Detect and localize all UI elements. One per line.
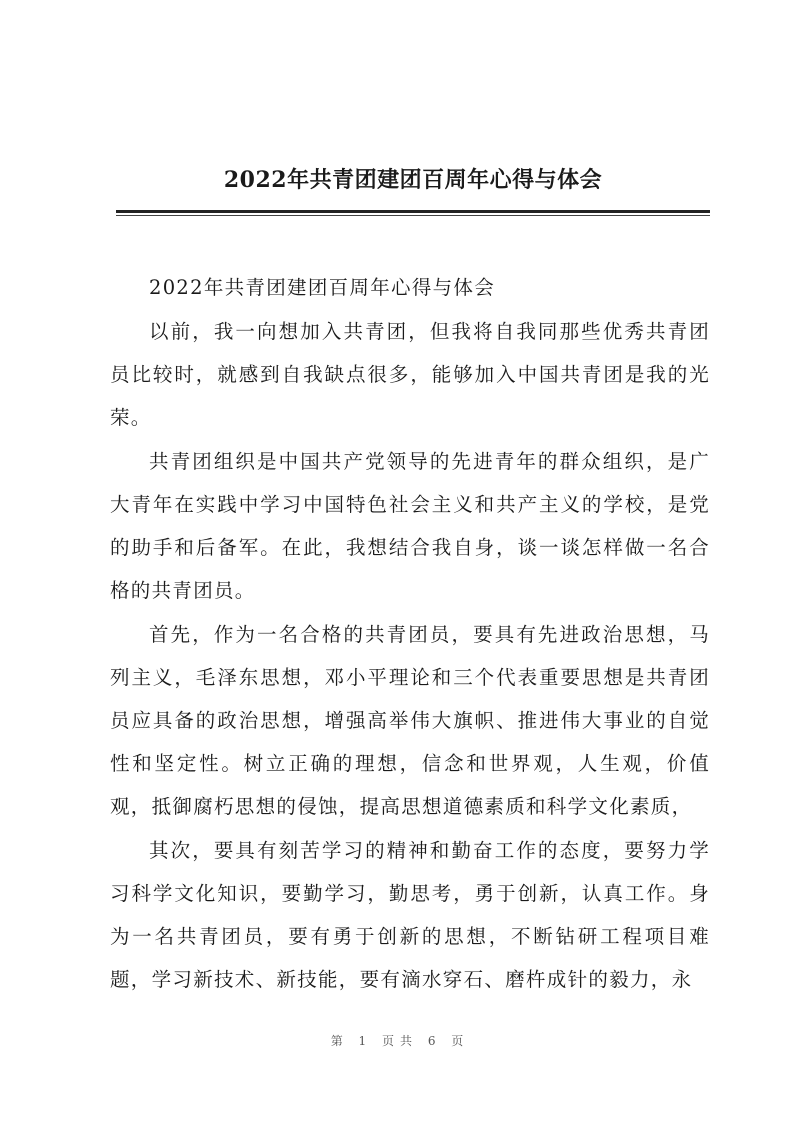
paragraph: 其次，要具有刻苦学习的精神和勤奋工作的态度，要努力学习科学文化知识，要勤学习，勤思考，勇于创新，认真工作。身为一名共青团员，要有勇于创新的思想，不断钻研工程项目难题，学习新技术、新技能，要有滴水穿石、磨杵成针的毅力，永 (110, 839, 710, 991)
paragraph: 以前，我一向想加入共青团，但我将自我同那些优秀共青团员比较时，就感到自我缺点很多，能够加入中国共青团是我的光荣。 (110, 320, 710, 429)
title-underline-thin (116, 215, 710, 216)
document-title: 2022年共青团建团百周年心得与体会 (223, 167, 603, 193)
page-number-footer: 第 1 页共 6 页 (330, 1034, 470, 1048)
document-body (110, 266, 710, 1001)
title-underline (116, 210, 710, 213)
paragraph: 共青团组织是中国共产党领导的先进青年的群众组织，是广大青年在实践中学习中国特色社会主义和共产主义的学校，是党的助手和后备军。在此，我想结合我自身，谈一谈怎样做一名合格的共青团员。 (110, 450, 710, 602)
paragraph-heading: 2022年共青团建团百周年心得与体会 (149, 276, 496, 299)
paragraph: 首先，作为一名合格的共青团员，要具有先进政治思想，马列主义，毛泽东思想，邓小平理论和三个代表重要思想是共青团员应具备的政治思想，增强高举伟大旗帜、推进伟大事业的自觉性和坚定性。树立正确的理想，信念和世界观，人生观，价值观，抵御腐朽思想的侵蚀，提高思想道德素质和科学文化素质， (110, 623, 710, 818)
